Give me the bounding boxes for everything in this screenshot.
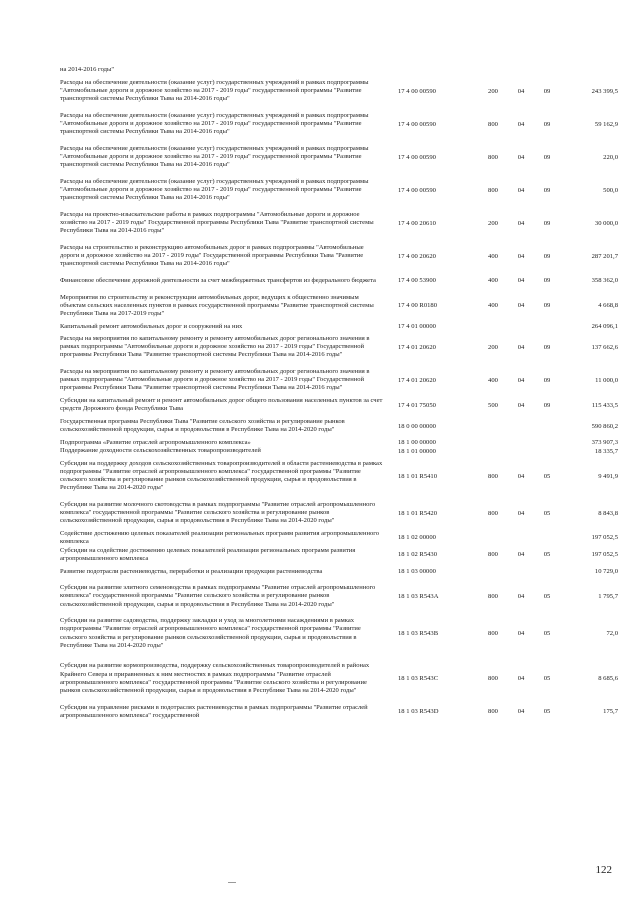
row-amount: 197 052,5 — [591, 534, 618, 542]
row-target-code: 17 4 00 00590 — [398, 120, 436, 128]
row-expense-type: 200 — [488, 219, 498, 227]
row-description: Государственная программа Республики Тыва "Развитие сельского хозяйства и регулирование рынков сельскохозяйственной продукции, сырья и продовольствия в Республике Тыва на 2014-2020 годы" — [60, 417, 345, 434]
row-section: 04 — [517, 252, 525, 260]
table-row — [60, 364, 620, 397]
row-target-code: 17 4 00 00590 — [398, 186, 436, 194]
row-description: Финансовое обеспечение дорожной деятельности за счет межбюджетных трансфертов из федерального бюджета — [60, 276, 376, 284]
row-expense-type: 800 — [488, 120, 498, 128]
row-section: 04 — [517, 120, 525, 128]
row-amount: 11 000,0 — [595, 376, 618, 384]
row-amount: 358 362,0 — [591, 277, 618, 285]
row-target-code: 18 1 00 00000 — [398, 439, 436, 447]
table-row — [60, 497, 620, 530]
row-section: 04 — [517, 186, 525, 194]
table-row — [60, 273, 620, 290]
row-expense-type: 500 — [488, 401, 498, 409]
table-row — [60, 414, 620, 439]
row-section: 04 — [517, 708, 525, 716]
row-subsection: 05 — [543, 592, 551, 600]
row-subsection: 05 — [543, 630, 551, 638]
row-target-code: 18 1 03 00000 — [398, 568, 436, 576]
row-target-code: 18 1 02 00000 — [398, 534, 436, 542]
row-description: Расходы на обеспечение деятельности (оказание услуг) государственных учреждений в рамках подпрограммы "Автомобильные дороги и дорожное хозяйство на 2017 - 2019 годы" государственной программы "Развитие транспортной системы Республики Тыва на 2014-2016 годы" — [60, 111, 369, 136]
table-row — [60, 108, 620, 141]
table-row — [60, 546, 620, 563]
row-description: Субсидии на содействие достижению целевых показателей реализации региональных программ развития агропромышленного комплекса — [60, 546, 356, 562]
row-amount: 137 662,6 — [591, 343, 618, 351]
table-row — [60, 322, 620, 331]
row-subsection: 09 — [543, 153, 551, 161]
row-target-code: 17 4 00 20610 — [398, 219, 436, 227]
table-row — [60, 703, 620, 720]
row-description: Субсидии на развитие молочного скотоводства в рамках подпрограммы "Развитие отраслей агропромышленного комплекса" государственной программы "Развитие сельского хозяйства и регулирование рынков сельскохозяйственной продукции, сырья и продовольствия в Республике Тыва на 2014-2020 годы" — [60, 500, 376, 525]
row-section: 04 — [517, 509, 525, 517]
row-amount: 18 335,7 — [594, 447, 618, 455]
row-description: Расходы на строительство и реконструкцию автомобильных дорог в рамках подпрограммы "Автомобильные дороги и дорожное хозяйство на 2017 - 2019 годы" Государственной программы Республики Тыва "Развитие транспортной системы Республики Тыва на 2014-2016 годы" — [60, 243, 364, 268]
row-subsection: 09 — [543, 343, 551, 351]
row-amount: 197 052,5 — [591, 551, 618, 559]
row-amount: 500,0 — [603, 186, 618, 194]
row-amount: 373 907,3 — [591, 439, 618, 447]
row-description: Субсидии на развитие элитного семеноводства в рамках подпрограммы "Развитие отраслей агропромышленного комплекса" государственной программы "Развитие сельского хозяйства и регулирование рынков сельскохозяйственной продукции, сырья и продовольствия в Республике Тыва на 2014-2020 годы" — [60, 584, 376, 608]
row-section: 04 — [517, 302, 525, 310]
row-amount: 9 491,9 — [598, 472, 618, 480]
row-subsection: 05 — [543, 675, 551, 683]
row-description: на 2014-2016 годы" — [60, 66, 115, 74]
row-target-code: 17 4 00 53900 — [398, 277, 436, 285]
row-description: Субсидии на развитие кормопроизводства, поддержку сельскохозяйственных товаропроизводителей в районах Крайнего Севера и приравненных к ним местностях в рамках подпрограммы "Развитие отраслей агропромышленного комплекса" государственной программы "Развитие сельского хозяйства и регулирование рынков сельскохозяйственной продукции, сырья и продовольствия в Республике Тыва на 2014-2020 годы" — [60, 662, 370, 694]
table-row — [60, 75, 620, 108]
row-expense-type: 400 — [488, 302, 498, 310]
row-amount: 115 433,5 — [591, 401, 618, 409]
table-row — [60, 447, 620, 456]
row-expense-type: 800 — [488, 186, 498, 194]
row-expense-type: 400 — [488, 277, 498, 285]
row-target-code: 17 4 01 20620 — [398, 343, 436, 351]
table-row — [60, 438, 620, 447]
row-target-code: 17 4 00 00590 — [398, 153, 436, 161]
table-row — [60, 207, 620, 240]
row-description: Субсидии на капитальный ремонт и ремонт автомобильных дорог общего пользования населенных пунктов за счет средств Дорожного фонда Республики Тыва — [60, 397, 383, 413]
budget-table — [60, 66, 620, 720]
row-expense-type: 800 — [488, 551, 498, 559]
row-amount: 287 201,7 — [591, 252, 618, 260]
row-section: 04 — [517, 401, 525, 409]
row-description: Субсидии на управление рисками в подотраслях растениеводства в рамках подпрограммы "Развитие отраслей агропромышленного комплекса" государственной — [60, 703, 368, 719]
row-expense-type: 200 — [488, 343, 498, 351]
row-target-code: 18 1 01 00000 — [398, 447, 436, 455]
row-expense-type: 800 — [488, 675, 498, 683]
row-description: Расходы на проектно-изыскательские работы в рамках подпрограммы "Автомобильные дороги и дорожное хозяйство на 2017 - 2019 годы" Государственной программы Республики Тыва "Развитие транспортной системы Республики Тыва на 2014-2016 годы" — [60, 210, 374, 235]
row-subsection: 05 — [543, 509, 551, 517]
row-description: Подпрограмма «Развитие отраслей агропромышленного комплекса» — [60, 438, 251, 446]
row-subsection: 09 — [543, 219, 551, 227]
row-description: Расходы на обеспечение деятельности (оказание услуг) государственных учреждений в рамках подпрограммы "Автомобильные дороги и дорожное хозяйство на 2017 - 2019 годы" государственной программы "Развитие транспортной системы Республики Тыва на 2014-2016 годы" — [60, 144, 369, 169]
row-description: Капитальный ремонт автомобильных дорог и сооружений на них — [60, 322, 243, 330]
row-amount: 220,0 — [603, 153, 618, 161]
table-row — [60, 331, 620, 364]
row-expense-type: 800 — [488, 630, 498, 638]
row-amount: 10 729,0 — [594, 568, 618, 576]
row-subsection: 09 — [543, 186, 551, 194]
row-section: 04 — [517, 153, 525, 161]
table-row — [60, 580, 620, 613]
row-subsection: 09 — [543, 376, 551, 384]
row-target-code: 18 0 00 00000 — [398, 422, 436, 430]
row-amount: 590 860,2 — [591, 422, 618, 430]
row-target-code: 17 4 00 00590 — [398, 87, 436, 95]
scan-mark — [228, 882, 236, 883]
row-section: 04 — [517, 675, 525, 683]
table-row — [60, 397, 620, 414]
row-description: Расходы на мероприятия по капитальному ремонту и ремонту автомобильных дорог регионального значения в рамках подпрограммы "Автомобильные дороги и дорожное хозяйство на 2017 - 2019 годы" Государственной программы Республики Тыва "Развитие транспортной системы Республики Тыва на 2014-2016 годы" — [60, 368, 370, 392]
row-target-code: 18 1 01 R5420 — [398, 509, 438, 517]
row-expense-type: 200 — [488, 87, 498, 95]
row-expense-type: 800 — [488, 509, 498, 517]
row-expense-type: 800 — [488, 472, 498, 480]
table-row — [60, 530, 620, 547]
row-description: Расходы на обеспечение деятельности (оказание услуг) государственных учреждений в рамках подпрограммы "Автомобильные дороги и дорожное хозяйство на 2017 - 2019 годы" государственной программы "Развитие транспортной системы Республики Тыва на 2014-2016 годы" — [60, 78, 369, 103]
table-row — [60, 613, 620, 654]
row-target-code: 18 1 01 R5410 — [398, 472, 438, 480]
row-target-code: 17 4 00 R0180 — [398, 302, 438, 310]
row-subsection: 05 — [543, 551, 551, 559]
table-row — [60, 141, 620, 174]
row-description: Содействие достижению целевых показателей реализации региональных программ развития агропромышленного комплекса — [60, 529, 380, 545]
row-target-code: 17 4 01 20620 — [398, 376, 436, 384]
row-section: 04 — [517, 472, 525, 480]
table-row — [60, 654, 620, 703]
row-section: 04 — [517, 630, 525, 638]
row-section: 04 — [517, 87, 525, 95]
row-subsection: 05 — [543, 472, 551, 480]
row-description: Мероприятия по строительству и реконструкции автомобильных дорог, ведущих к общественно значимым объектам сельских населенных пунктов в рамках государственной программы "Развитие транспортной системы Республики Тыва на 2017-2019 годы" — [60, 293, 374, 317]
row-description: Поддержание доходности сельскохозяйственных товаропроизводителей — [60, 447, 261, 455]
row-target-code: 17 4 01 75050 — [398, 401, 436, 409]
table-row — [60, 66, 620, 75]
row-amount: 8 685,6 — [598, 675, 618, 683]
table-row — [60, 240, 620, 273]
row-amount: 59 162,9 — [594, 120, 618, 128]
row-section: 04 — [517, 551, 525, 559]
row-expense-type: 800 — [488, 708, 498, 716]
row-target-code: 18 1 03 R543B — [398, 630, 439, 638]
row-target-code: 18 1 03 R543A — [398, 592, 439, 600]
table-row — [60, 289, 620, 322]
row-expense-type: 400 — [488, 252, 498, 260]
row-target-code: 17 4 01 00000 — [398, 323, 436, 331]
row-expense-type: 400 — [488, 376, 498, 384]
row-section: 04 — [517, 343, 525, 351]
row-description: Субсидии на поддержку доходов сельскохозяйственных товаропроизводителей в области растениеводства в рамках подпрограммы "Развитие отраслей агропромышленного комплекса" государственной программы "Развитие сельского хозяйства и регулирование рынков сельскохозяйственной продукции, сырья и продовольствия в Республике Тыва на 2014-2020 годы" — [60, 459, 383, 492]
table-row — [60, 455, 620, 496]
row-target-code: 18 1 03 R543C — [398, 675, 439, 683]
row-expense-type: 800 — [488, 153, 498, 161]
row-description: Субсидии на развитие садоводства, поддержку закладки и уход за многолетними насаждениями в рамках подпрограммы "Развитие отраслей агропромышленного комплекса" государственной программы "Развитие сельского хозяйства и регулирование рынков сельскохозяйственной продукции, сырья и продовольствия в Республике Тыва на 2014-2020 годы" — [60, 617, 361, 649]
row-amount: 243 399,5 — [591, 87, 618, 95]
row-subsection: 09 — [543, 252, 551, 260]
page-number: 122 — [595, 864, 612, 876]
row-subsection: 09 — [543, 302, 551, 310]
row-description: Развитие подотрасли растениеводства, переработки и реализации продукции растениеводства — [60, 567, 323, 575]
row-amount: 72,0 — [606, 630, 618, 638]
row-subsection: 05 — [543, 708, 551, 716]
row-section: 04 — [517, 592, 525, 600]
row-amount: 264 096,1 — [591, 323, 618, 331]
row-target-code: 17 4 00 20620 — [398, 252, 436, 260]
row-expense-type: 800 — [488, 592, 498, 600]
row-section: 04 — [517, 219, 525, 227]
row-subsection: 09 — [543, 277, 551, 285]
table-row — [60, 174, 620, 207]
row-section: 04 — [517, 277, 525, 285]
row-amount: 30 000,0 — [594, 219, 618, 227]
row-subsection: 09 — [543, 87, 551, 95]
table-row — [60, 563, 620, 580]
row-amount: 4 668,8 — [598, 302, 618, 310]
row-description: Расходы на обеспечение деятельности (оказание услуг) государственных учреждений в рамках подпрограммы "Автомобильные дороги и дорожное хозяйство на 2017 - 2019 годы" государственной программы "Развитие транспортной системы Республики Тыва на 2014-2016 годы" — [60, 177, 369, 202]
row-amount: 175,7 — [603, 708, 618, 716]
row-target-code: 18 1 03 R543D — [398, 708, 439, 716]
row-subsection: 09 — [543, 120, 551, 128]
row-amount: 1 795,7 — [598, 592, 618, 600]
row-subsection: 09 — [543, 401, 551, 409]
row-description: Расходы на мероприятия по капитальному ремонту и ремонту автомобильных дорог регионального значения в рамках подпрограммы "Автомобильные дороги и дорожное хозяйство на 2017 - 2019 годы" Государственной программы Республики Тыва "Развитие транспортной системы Республики Тыва на 2014-2016 годы" — [60, 335, 370, 359]
row-section: 04 — [517, 376, 525, 384]
row-target-code: 18 1 02 R5430 — [398, 551, 438, 559]
row-amount: 8 843,8 — [598, 509, 618, 517]
